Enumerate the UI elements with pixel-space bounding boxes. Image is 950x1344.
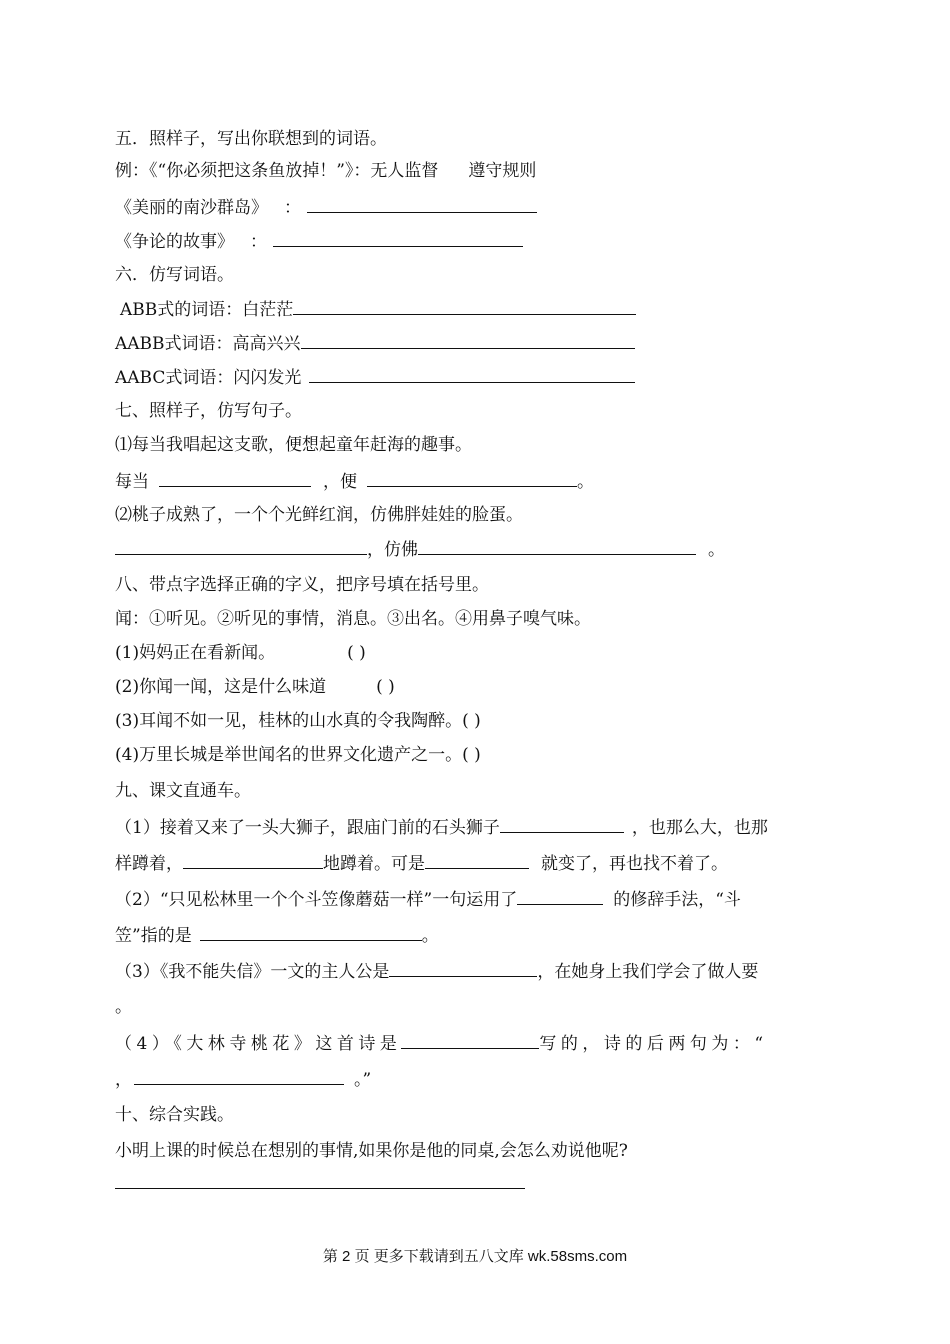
q1-blank-1[interactable] — [500, 816, 624, 833]
section-8-title: 八、带点字选择正确的字义，把序号填在括号里。 — [115, 575, 489, 595]
q1-text-c: 样蹲着， — [115, 854, 183, 874]
section-10-question: 小明上课的时候总在想别的事情,如果你是他的同桌,会怎么劝说他呢? — [115, 1141, 628, 1161]
q1-end: 。 — [577, 472, 594, 492]
answer-blank[interactable] — [273, 230, 523, 247]
section-9-q4-line-2 — [115, 1068, 371, 1091]
q4-text-d: 。” — [354, 1070, 372, 1090]
q1-text-e: 就变了，再也找不着了。 — [541, 854, 728, 874]
section-9-q3-line-1 — [115, 960, 758, 983]
q2-text-d: 。 — [421, 926, 439, 946]
aabb-row — [115, 332, 635, 355]
q-text: (1)妈妈正在看新闻。 — [115, 643, 276, 663]
section-8-q2 — [115, 676, 395, 698]
q4-text-b: 写的，诗的后两句为：“ — [539, 1034, 768, 1054]
abb-row — [120, 298, 636, 321]
section-9-title: 九、课文直通车。 — [115, 781, 251, 801]
item-title: 《争论的故事》 — [115, 232, 234, 252]
q4-text-a: （4）《大林寺桃花》这首诗是 — [115, 1034, 402, 1054]
section-9-q2-line-2 — [115, 924, 439, 947]
section-10-title: 十、综合实践。 — [115, 1105, 234, 1125]
aabb-label: AABB式词语：高高兴兴 — [115, 334, 301, 354]
section-9-q1-line-2 — [115, 852, 728, 875]
q-text: (3)耳闻不如一见，桂林的山水真的令我陶醉。 — [115, 711, 463, 731]
answer-paren[interactable]: ( ) — [462, 745, 481, 765]
section-5-item-2 — [115, 230, 523, 253]
section-7-title: 七、照样子，仿写句子。 — [115, 401, 302, 421]
section-10-answer-row — [115, 1172, 525, 1195]
q1-mid: ，便 — [323, 472, 357, 492]
section-7-q1: ⑴每当我唱起这支歌，便想起童年赶海的趣事。 — [115, 435, 472, 455]
q2-end: 。 — [708, 540, 725, 560]
colon: ： — [250, 232, 267, 252]
section-8-definitions: 闻：①听见。②听见的事情，消息。③出名。④用鼻子嗅气味。 — [115, 609, 591, 629]
aabc-label: AABC式词语：闪闪发光 — [115, 368, 302, 388]
q1-blank-2[interactable] — [367, 470, 577, 487]
q1-text-b: ，也那么大，也那 — [631, 818, 768, 838]
section-5-title: 五．照样子，写出你联想到的词语。 — [115, 129, 387, 149]
q2-text-a: （2）“只见松林里一个个斗笠像蘑菇一样”一句运用了 — [115, 890, 518, 910]
q2-mid: ，仿佛 — [367, 540, 418, 560]
q2-blank-1[interactable] — [517, 888, 603, 905]
abb-label: ABB式的词语：白茫茫 — [120, 300, 294, 320]
section-6-title: 六．仿写词语。 — [115, 265, 234, 285]
example-answer: 遵守规则 — [468, 161, 537, 181]
section-9-q1-line-1 — [115, 816, 768, 839]
section-8-q4 — [115, 744, 481, 766]
q1-blank-1[interactable] — [159, 470, 311, 487]
q1-text-d: 地蹲着。可是 — [323, 854, 425, 874]
q1-blank-2[interactable] — [183, 852, 323, 869]
section-5-example — [115, 160, 536, 182]
section-7-q2-answer — [115, 538, 725, 561]
q2-blank-1[interactable] — [115, 538, 367, 555]
q2-blank-2[interactable] — [418, 538, 696, 555]
page-footer: 第 2 页 更多下载请到五八文库 wk.58sms.com — [322, 1248, 628, 1265]
q3-blank[interactable] — [389, 960, 537, 977]
q1-blank-3[interactable] — [425, 852, 529, 869]
answer-paren[interactable]: ( ) — [347, 643, 366, 663]
aabb-blank[interactable] — [301, 332, 635, 349]
q3-text-b: ，在她身上我们学会了做人要 — [537, 962, 759, 982]
example-text: 例：《“你必须把这条鱼放掉！”》：无人监督 — [115, 161, 439, 181]
section-10-blank[interactable] — [115, 1172, 525, 1189]
answer-blank[interactable] — [307, 196, 537, 213]
answer-paren[interactable]: ( ) — [462, 711, 481, 731]
section-7-q2: ⑵桃子成熟了，一个个光鲜红润，仿佛胖娃娃的脸蛋。 — [115, 505, 523, 525]
abb-blank[interactable] — [293, 298, 636, 315]
colon: ： — [284, 198, 301, 218]
q3-text-a: （3）《我不能失信》一文的主人公是 — [115, 962, 390, 982]
q2-text-c: 笠”指的是 — [115, 926, 192, 946]
q4-text-c: ， — [115, 1070, 132, 1090]
q1-text-a: （1）接着又来了一头大狮子，跟庙门前的石头狮子 — [115, 818, 500, 838]
section-9-q3-line-2: 。 — [115, 997, 132, 1017]
q2-blank-2[interactable] — [200, 924, 422, 941]
section-8-q3 — [115, 710, 481, 732]
section-5-item-1 — [115, 196, 537, 219]
aabc-blank[interactable] — [309, 366, 635, 383]
section-8-q1 — [115, 642, 366, 664]
q4-blank-1[interactable] — [401, 1032, 539, 1049]
q2-text-b: 的修辞手法，“斗 — [613, 890, 741, 910]
q1-prefix: 每当 — [115, 472, 149, 492]
aabc-row — [115, 366, 635, 389]
section-9-q4-line-1 — [115, 1032, 768, 1055]
q-text: (2)你闻一闻，这是什么味道 — [115, 677, 327, 697]
section-9-q2-line-1 — [115, 888, 741, 911]
section-7-q1-answer — [115, 470, 594, 493]
q4-blank-2[interactable] — [134, 1068, 344, 1085]
q-text: (4)万里长城是举世闻名的世界文化遗产之一。 — [115, 745, 463, 765]
item-title: 《美丽的南沙群岛》 — [115, 198, 268, 218]
answer-paren[interactable]: ( ) — [376, 677, 395, 697]
